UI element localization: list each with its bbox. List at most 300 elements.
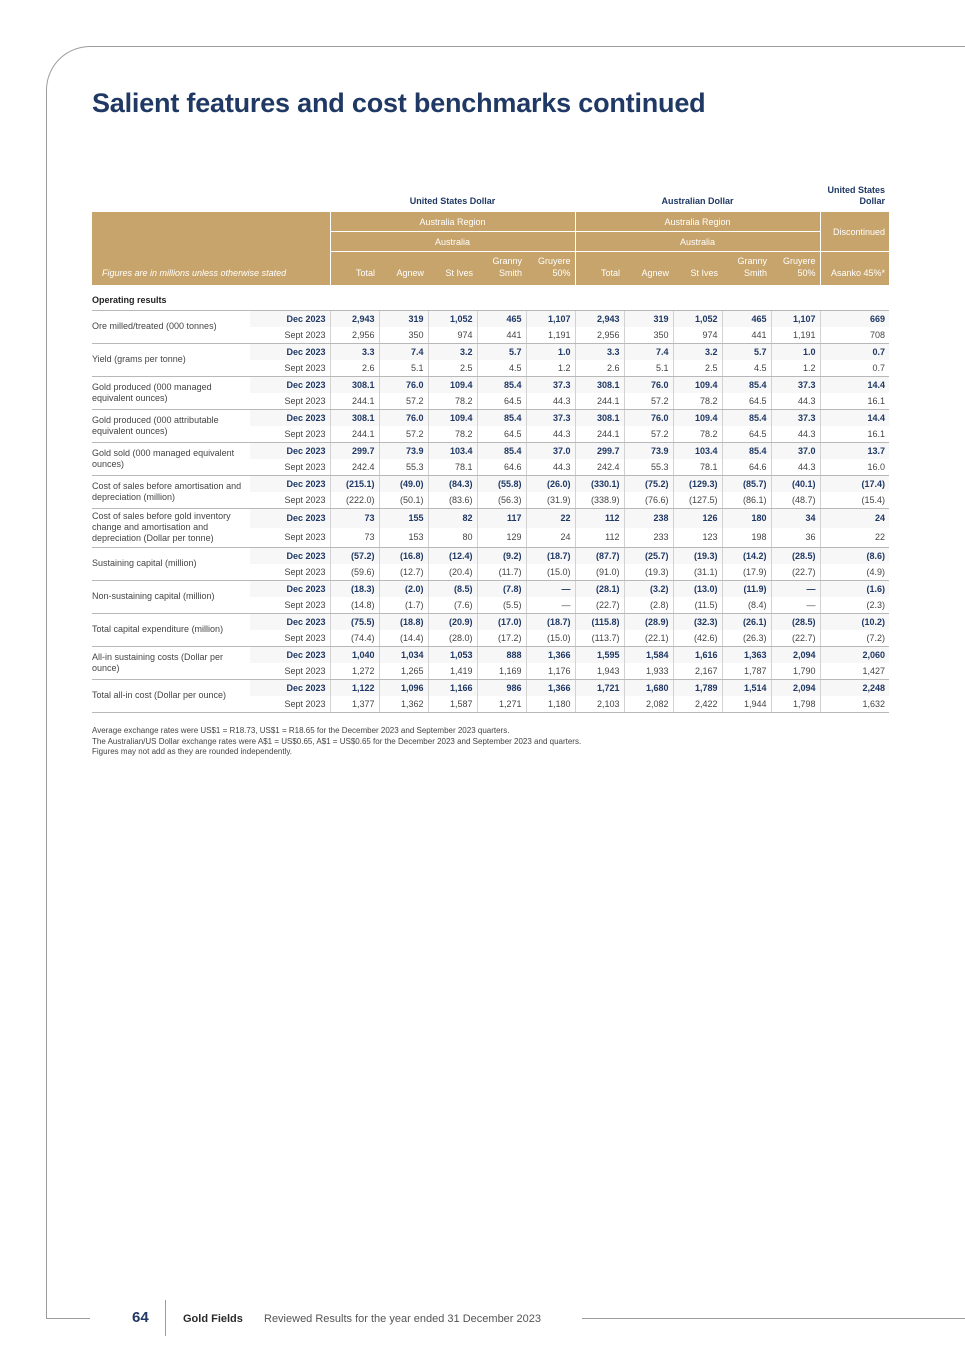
row-label: Non-sustaining capital (million)	[92, 580, 250, 613]
value-cell: (42.6)	[673, 630, 722, 647]
value-cell: 1,584	[624, 646, 673, 663]
value-cell: (215.1)	[330, 475, 379, 492]
page-title: Salient features and cost benchmarks continued	[92, 88, 706, 118]
value-cell: (76.6)	[624, 492, 673, 509]
value-cell: 76.0	[379, 409, 428, 426]
value-cell: 1,944	[722, 696, 771, 713]
col-header: Agnew	[379, 252, 428, 285]
value-cell: (86.1)	[722, 492, 771, 509]
discontinued-header: Discontinued	[820, 212, 889, 252]
value-cell: 64.5	[477, 426, 526, 443]
value-cell: 1,787	[722, 663, 771, 680]
value-cell: 44.3	[526, 426, 575, 443]
value-cell: (4.9)	[820, 564, 889, 581]
value-cell: (28.5)	[771, 613, 820, 630]
period-label: Dec 2023	[250, 442, 330, 459]
value-cell: 126	[673, 508, 722, 528]
value-cell: 1,798	[771, 696, 820, 713]
value-cell: 1,169	[477, 663, 526, 680]
value-cell: (49.0)	[379, 475, 428, 492]
value-cell: 2.5	[673, 360, 722, 377]
period-label: Sept 2023	[250, 360, 330, 377]
value-cell: —	[526, 580, 575, 597]
value-cell: 78.2	[428, 393, 477, 410]
table-row	[92, 613, 889, 630]
period-label: Dec 2023	[250, 547, 330, 564]
value-cell: 299.7	[330, 442, 379, 459]
col-header: Total	[330, 252, 379, 285]
value-cell: (56.3)	[477, 492, 526, 509]
value-cell: 1.0	[526, 343, 575, 360]
value-cell: (20.4)	[428, 564, 477, 581]
value-cell: 1,587	[428, 696, 477, 713]
value-cell: (13.0)	[673, 580, 722, 597]
value-cell: 37.0	[526, 442, 575, 459]
table-row	[92, 646, 889, 663]
value-cell: 0.7	[820, 343, 889, 360]
currency-header-row	[92, 185, 889, 212]
value-cell: (7.6)	[428, 597, 477, 614]
value-cell: (11.7)	[477, 564, 526, 581]
country-usd: Australia	[330, 232, 575, 252]
value-cell: (7.8)	[477, 580, 526, 597]
value-cell: 44.3	[771, 459, 820, 476]
value-cell: 350	[379, 327, 428, 344]
value-cell: 299.7	[575, 442, 624, 459]
row-label: All-in sustaining costs (Dollar per ounce)	[92, 646, 250, 679]
value-cell: (48.7)	[771, 492, 820, 509]
value-cell: 1,366	[526, 646, 575, 663]
table-row	[92, 343, 889, 360]
value-cell: 1,427	[820, 663, 889, 680]
value-cell: (9.2)	[477, 547, 526, 564]
value-cell: 13.7	[820, 442, 889, 459]
value-cell: 1,096	[379, 679, 428, 696]
value-cell: 80	[428, 528, 477, 548]
footnote: Figures may not add as they are rounded independently.	[92, 747, 292, 756]
table-row	[92, 376, 889, 393]
col-header: Gruyere 50%	[771, 252, 820, 285]
currency-usd-discontinued: United States Dollar	[827, 185, 886, 206]
value-cell: 78.1	[428, 459, 477, 476]
value-cell: 109.4	[673, 409, 722, 426]
value-cell: 57.2	[624, 393, 673, 410]
value-cell: 5.7	[477, 343, 526, 360]
value-cell: 109.4	[673, 376, 722, 393]
value-cell: 2,943	[330, 310, 379, 327]
value-cell: 85.4	[477, 409, 526, 426]
value-cell: 1.0	[771, 343, 820, 360]
currency-aud: Australian Dollar	[661, 196, 734, 206]
value-cell: 974	[428, 327, 477, 344]
value-cell: (40.1)	[771, 475, 820, 492]
value-cell: 55.3	[624, 459, 673, 476]
value-cell: 73.9	[624, 442, 673, 459]
period-label: Sept 2023	[250, 564, 330, 581]
value-cell: (22.7)	[771, 564, 820, 581]
value-cell: 7.4	[379, 343, 428, 360]
value-cell: (15.0)	[526, 630, 575, 647]
value-cell: 37.3	[771, 409, 820, 426]
value-cell: 5.1	[379, 360, 428, 377]
value-cell: (2.0)	[379, 580, 428, 597]
value-cell: 24	[820, 508, 889, 528]
period-label: Dec 2023	[250, 343, 330, 360]
value-cell: 1,943	[575, 663, 624, 680]
value-cell: (14.4)	[379, 630, 428, 647]
period-label: Dec 2023	[250, 508, 330, 528]
value-cell: 1,790	[771, 663, 820, 680]
period-label: Dec 2023	[250, 580, 330, 597]
value-cell: (222.0)	[330, 492, 379, 509]
value-cell: 3.3	[575, 343, 624, 360]
value-cell: 1,107	[526, 310, 575, 327]
value-cell: (18.7)	[526, 613, 575, 630]
value-cell: 465	[722, 310, 771, 327]
table-body	[92, 285, 889, 713]
value-cell: 2,094	[771, 679, 820, 696]
value-cell: (14.2)	[722, 547, 771, 564]
row-label: Total all-in cost (Dollar per ounce)	[92, 679, 250, 712]
value-cell: 85.4	[477, 376, 526, 393]
period-label: Dec 2023	[250, 310, 330, 327]
value-cell: 85.4	[722, 376, 771, 393]
value-cell: 57.2	[624, 426, 673, 443]
row-label: Gold produced (000 attributable equivalent ounces)	[92, 409, 250, 442]
value-cell: (11.9)	[722, 580, 771, 597]
section-row	[92, 290, 889, 311]
value-cell: 57.2	[379, 393, 428, 410]
period-label: Dec 2023	[250, 613, 330, 630]
country-aud: Australia	[575, 232, 820, 252]
value-cell: 82	[428, 508, 477, 528]
value-cell: 16.0	[820, 459, 889, 476]
value-cell: (74.4)	[330, 630, 379, 647]
value-cell: 2,094	[771, 646, 820, 663]
value-cell: 3.3	[330, 343, 379, 360]
table-row	[92, 310, 889, 327]
value-cell: —	[771, 580, 820, 597]
value-cell: 1,721	[575, 679, 624, 696]
value-cell: 76.0	[624, 409, 673, 426]
value-cell: (26.3)	[722, 630, 771, 647]
value-cell: 64.5	[722, 393, 771, 410]
value-cell: 85.4	[722, 442, 771, 459]
value-cell: (18.8)	[379, 613, 428, 630]
value-cell: 233	[624, 528, 673, 548]
value-cell: 76.0	[379, 376, 428, 393]
period-label: Dec 2023	[250, 409, 330, 426]
value-cell: 1,363	[722, 646, 771, 663]
col-header: Granny Smith	[477, 252, 526, 285]
value-cell: (83.6)	[428, 492, 477, 509]
value-cell: (17.9)	[722, 564, 771, 581]
col-header: St Ives	[428, 252, 477, 285]
row-label: Yield (grams per tonne)	[92, 343, 250, 376]
value-cell: 308.1	[330, 376, 379, 393]
col-header: Asanko 45%*	[820, 252, 889, 285]
row-label: Gold produced (000 managed equivalent ounces)	[92, 376, 250, 409]
value-cell: (28.1)	[575, 580, 624, 597]
value-cell: 85.4	[477, 442, 526, 459]
value-cell: 1,034	[379, 646, 428, 663]
page-footer	[0, 1305, 965, 1335]
value-cell: 44.3	[771, 426, 820, 443]
value-cell: 1,191	[771, 327, 820, 344]
value-cell: 0.7	[820, 360, 889, 377]
value-cell: (28.5)	[771, 547, 820, 564]
value-cell: 37.3	[526, 409, 575, 426]
value-cell: (25.7)	[624, 547, 673, 564]
value-cell: 244.1	[330, 393, 379, 410]
period-label: Sept 2023	[250, 696, 330, 713]
units-note: Figures are in millions unless otherwise stated	[92, 212, 330, 285]
value-cell: 14.4	[820, 376, 889, 393]
value-cell: (2.3)	[820, 597, 889, 614]
value-cell: 76.0	[624, 376, 673, 393]
col-header: Gruyere 50%	[526, 252, 575, 285]
value-cell: 57.2	[379, 426, 428, 443]
value-cell: 4.5	[477, 360, 526, 377]
row-label: Ore milled/treated (000 tonnes)	[92, 310, 250, 343]
value-cell: (84.3)	[428, 475, 477, 492]
page-number: 64	[132, 1309, 149, 1326]
value-cell: 103.4	[673, 442, 722, 459]
period-label: Sept 2023	[250, 597, 330, 614]
value-cell: (18.7)	[526, 547, 575, 564]
table-row	[92, 679, 889, 696]
value-cell: (338.9)	[575, 492, 624, 509]
value-cell: 3.2	[673, 343, 722, 360]
value-cell: 242.4	[575, 459, 624, 476]
value-cell: 2,248	[820, 679, 889, 696]
value-cell: 2,956	[330, 327, 379, 344]
value-cell: (32.3)	[673, 613, 722, 630]
value-cell: 22	[526, 508, 575, 528]
value-cell: 2,082	[624, 696, 673, 713]
period-label: Sept 2023	[250, 663, 330, 680]
col-header: St Ives	[673, 252, 722, 285]
value-cell: (113.7)	[575, 630, 624, 647]
value-cell: 64.5	[722, 426, 771, 443]
value-cell: —	[526, 597, 575, 614]
salient-features-table	[92, 185, 889, 713]
value-cell: (1.7)	[379, 597, 428, 614]
value-cell: (22.7)	[575, 597, 624, 614]
value-cell: (12.7)	[379, 564, 428, 581]
value-cell: (18.3)	[330, 580, 379, 597]
value-cell: 1,271	[477, 696, 526, 713]
value-cell: (15.4)	[820, 492, 889, 509]
period-label: Dec 2023	[250, 376, 330, 393]
value-cell: 78.2	[673, 393, 722, 410]
value-cell: 986	[477, 679, 526, 696]
value-cell: 2,103	[575, 696, 624, 713]
value-cell: (8.6)	[820, 547, 889, 564]
value-cell: 441	[477, 327, 526, 344]
value-cell: (15.0)	[526, 564, 575, 581]
value-cell: 238	[624, 508, 673, 528]
period-label: Sept 2023	[250, 327, 330, 344]
row-label: Cost of sales before gold inventory change and amortisation and depreciation (Dollar per tonne)	[92, 508, 250, 547]
value-cell: (20.9)	[428, 613, 477, 630]
value-cell: 2,956	[575, 327, 624, 344]
value-cell: 2.6	[330, 360, 379, 377]
value-cell: 441	[722, 327, 771, 344]
brand-name: Gold Fields	[183, 1313, 243, 1325]
col-header: Agnew	[624, 252, 673, 285]
value-cell: (26.1)	[722, 613, 771, 630]
value-cell: 44.3	[526, 393, 575, 410]
value-cell: 44.3	[526, 459, 575, 476]
value-cell: —	[771, 597, 820, 614]
value-cell: 1.2	[771, 360, 820, 377]
value-cell: 1,632	[820, 696, 889, 713]
value-cell: 37.3	[526, 376, 575, 393]
value-cell: 1,040	[330, 646, 379, 663]
value-cell: 37.0	[771, 442, 820, 459]
period-label: Sept 2023	[250, 459, 330, 476]
col-header: Total	[575, 252, 624, 285]
value-cell: (31.1)	[673, 564, 722, 581]
value-cell: 129	[477, 528, 526, 548]
value-cell: 1,514	[722, 679, 771, 696]
value-cell: 34	[771, 508, 820, 528]
value-cell: 7.4	[624, 343, 673, 360]
table-row	[92, 442, 889, 459]
period-label: Dec 2023	[250, 679, 330, 696]
value-cell: 308.1	[575, 376, 624, 393]
value-cell: 64.6	[722, 459, 771, 476]
value-cell: (7.2)	[820, 630, 889, 647]
table-row	[92, 508, 889, 528]
value-cell: 180	[722, 508, 771, 528]
value-cell: 1,053	[428, 646, 477, 663]
value-cell: 1,362	[379, 696, 428, 713]
row-label: Cost of sales before amortisation and depreciation (million)	[92, 475, 250, 508]
row-label: Gold sold (000 managed equivalent ounces)	[92, 442, 250, 475]
value-cell: (31.9)	[526, 492, 575, 509]
value-cell: 1,680	[624, 679, 673, 696]
value-cell: (91.0)	[575, 564, 624, 581]
value-cell: 2,422	[673, 696, 722, 713]
footer-divider	[165, 1300, 166, 1336]
value-cell: 1,122	[330, 679, 379, 696]
row-label: Total capital expenditure (million)	[92, 613, 250, 646]
value-cell: 308.1	[330, 409, 379, 426]
value-cell: 708	[820, 327, 889, 344]
value-cell: 14.4	[820, 409, 889, 426]
value-cell: (85.7)	[722, 475, 771, 492]
value-cell: 123	[673, 528, 722, 548]
period-label: Sept 2023	[250, 426, 330, 443]
value-cell: (50.1)	[379, 492, 428, 509]
value-cell: 2.6	[575, 360, 624, 377]
value-cell: 36	[771, 528, 820, 548]
value-cell: 1,419	[428, 663, 477, 680]
value-cell: 64.5	[477, 393, 526, 410]
row-label: Sustaining capital (million)	[92, 547, 250, 580]
value-cell: 319	[379, 310, 428, 327]
value-cell: 78.2	[673, 426, 722, 443]
value-cell: 109.4	[428, 376, 477, 393]
value-cell: 1,166	[428, 679, 477, 696]
value-cell: 1,265	[379, 663, 428, 680]
value-cell: (8.4)	[722, 597, 771, 614]
value-cell: 2.5	[428, 360, 477, 377]
period-label: Dec 2023	[250, 646, 330, 663]
value-cell: 4.5	[722, 360, 771, 377]
value-cell: 155	[379, 508, 428, 528]
footnote: The Australian/US Dollar exchange rates were A$1 = US$0.65, A$1 = US$0.65 for the December 2023 and September 2023 and quarters.	[92, 736, 582, 746]
value-cell: 153	[379, 528, 428, 548]
value-cell: (115.8)	[575, 613, 624, 630]
value-cell: (5.5)	[477, 597, 526, 614]
value-cell: (59.6)	[330, 564, 379, 581]
table-row	[92, 409, 889, 426]
value-cell: 2,060	[820, 646, 889, 663]
value-cell: 55.3	[379, 459, 428, 476]
value-cell: 112	[575, 528, 624, 548]
value-cell: 16.1	[820, 426, 889, 443]
section-title: Operating results	[92, 290, 889, 311]
value-cell: 64.6	[477, 459, 526, 476]
value-cell: (75.5)	[330, 613, 379, 630]
value-cell: 22	[820, 528, 889, 548]
value-cell: (2.8)	[624, 597, 673, 614]
value-cell: 1,366	[526, 679, 575, 696]
value-cell: 73.9	[379, 442, 428, 459]
value-cell: 1,176	[526, 663, 575, 680]
footnote: Average exchange rates were US$1 = R18.73, US$1 = R18.65 for the December 2023 and September 2023 quarters.	[92, 726, 510, 735]
value-cell: 24	[526, 528, 575, 548]
period-label: Sept 2023	[250, 393, 330, 410]
period-label: Sept 2023	[250, 492, 330, 509]
value-cell: (8.5)	[428, 580, 477, 597]
value-cell: 1,052	[673, 310, 722, 327]
region-aud: Australia Region	[575, 212, 820, 232]
footnotes	[92, 726, 581, 758]
region-usd: Australia Region	[330, 212, 575, 232]
currency-usd: United States Dollar	[409, 196, 496, 206]
value-cell: 1,616	[673, 646, 722, 663]
value-cell: (55.8)	[477, 475, 526, 492]
value-cell: (127.5)	[673, 492, 722, 509]
value-cell: (12.4)	[428, 547, 477, 564]
region-header-row	[92, 212, 889, 232]
value-cell: (22.1)	[624, 630, 673, 647]
value-cell: 1,377	[330, 696, 379, 713]
value-cell: 78.2	[428, 426, 477, 443]
value-cell: 974	[673, 327, 722, 344]
value-cell: (129.3)	[673, 475, 722, 492]
value-cell: 85.4	[722, 409, 771, 426]
value-cell: 112	[575, 508, 624, 528]
value-cell: 888	[477, 646, 526, 663]
value-cell: 16.1	[820, 393, 889, 410]
value-cell: 1,595	[575, 646, 624, 663]
value-cell: 1,191	[526, 327, 575, 344]
value-cell: 242.4	[330, 459, 379, 476]
value-cell: 465	[477, 310, 526, 327]
value-cell: (17.2)	[477, 630, 526, 647]
col-header: Granny Smith	[722, 252, 771, 285]
value-cell: (11.5)	[673, 597, 722, 614]
table-row	[92, 580, 889, 597]
value-cell: 2,167	[673, 663, 722, 680]
value-cell: (17.4)	[820, 475, 889, 492]
footer-rule-right	[582, 1318, 965, 1319]
